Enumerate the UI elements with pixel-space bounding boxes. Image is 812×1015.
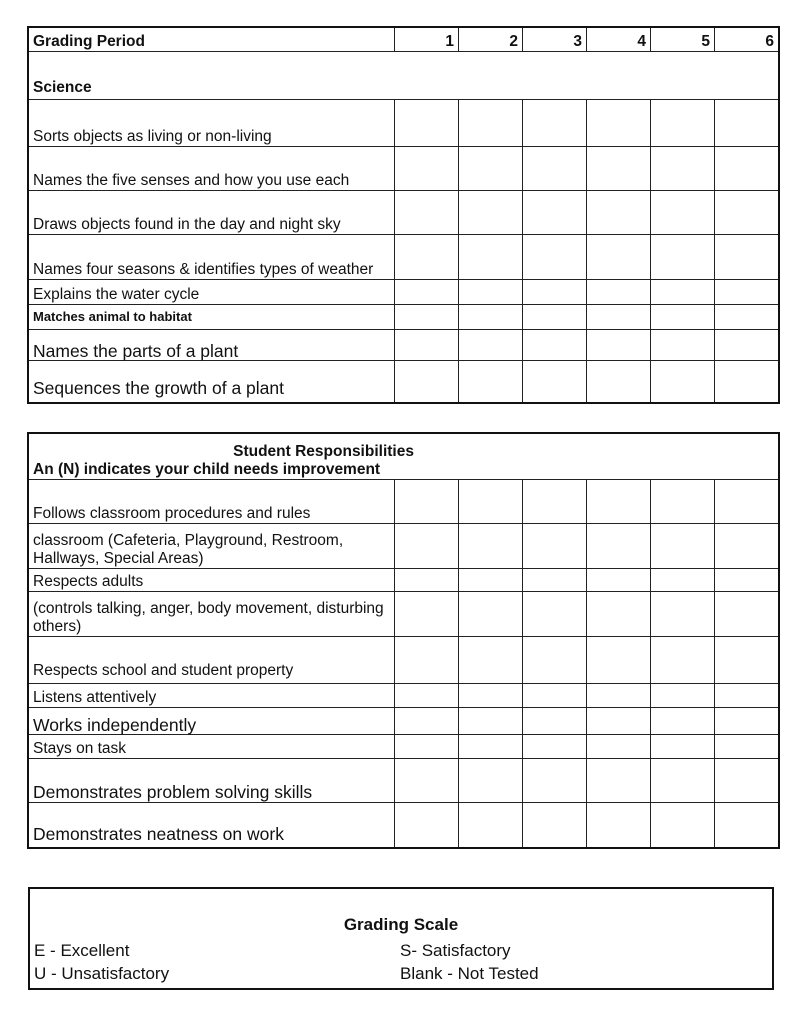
grade-cell [395, 280, 459, 305]
grade-cell [587, 637, 651, 684]
skill-label: Names the five senses and how you use each [29, 147, 395, 191]
grade-cell [715, 361, 779, 403]
grade-cell [651, 684, 715, 708]
grade-cell [459, 637, 523, 684]
grade-cell [715, 191, 779, 235]
grade-cell [395, 235, 459, 280]
grade-cell [587, 235, 651, 280]
grade-cell [395, 592, 459, 637]
grade-cell [587, 759, 651, 803]
grade-cell [523, 708, 587, 735]
grade-cell [459, 147, 523, 191]
grade-cell [587, 569, 651, 592]
grade-cell [715, 305, 779, 330]
table-row [29, 524, 779, 569]
responsibility-label: Demonstrates neatness on work [29, 803, 395, 848]
grade-cell [587, 361, 651, 403]
grade-cell [715, 280, 779, 305]
table-row [29, 735, 779, 759]
grade-cell [651, 803, 715, 848]
grade-cell [459, 708, 523, 735]
grade-cell [651, 637, 715, 684]
grade-cell [651, 759, 715, 803]
grade-cell [715, 592, 779, 637]
responsibility-label: (controls talking, anger, body movement, disturbing others) [29, 592, 395, 637]
responsibility-label: Listens attentively [29, 684, 395, 708]
table-row [29, 235, 779, 280]
grade-cell [395, 147, 459, 191]
grade-cell [523, 330, 587, 361]
grade-cell [715, 735, 779, 759]
grade-cell [395, 524, 459, 569]
grade-cell [651, 100, 715, 147]
grade-cell [523, 280, 587, 305]
grade-cell [587, 708, 651, 735]
grade-cell [651, 480, 715, 524]
period-6-header: 6 [715, 28, 779, 52]
responsibility-label: Follows classroom procedures and rules [29, 480, 395, 524]
grade-cell [459, 524, 523, 569]
responsibility-label: Demonstrates problem solving skills [29, 759, 395, 803]
responsibilities-title-row [29, 434, 779, 480]
grade-cell [651, 330, 715, 361]
grade-cell [523, 735, 587, 759]
period-4-header: 4 [587, 28, 651, 52]
grade-cell [587, 330, 651, 361]
skill-label: Names four seasons & identifies types of weather [29, 235, 395, 280]
grade-cell [651, 592, 715, 637]
grading-period-header-row [29, 28, 779, 52]
period-2-header: 2 [459, 28, 523, 52]
grade-cell [715, 708, 779, 735]
grade-cell [715, 759, 779, 803]
table-row [29, 684, 779, 708]
science-section-title: Science [29, 52, 779, 100]
skill-label: Sorts objects as living or non-living [29, 100, 395, 147]
grade-cell [523, 361, 587, 403]
table-row [29, 803, 779, 848]
science-title-row [29, 52, 779, 100]
skill-label: Names the parts of a plant [29, 330, 395, 361]
grade-cell [459, 361, 523, 403]
grade-cell [459, 280, 523, 305]
scale-unsatisfactory: U - Unsatisfactory [34, 964, 170, 983]
scale-not-tested: Blank - Not Tested [400, 964, 539, 983]
grade-cell [715, 803, 779, 848]
grade-cell [523, 235, 587, 280]
grade-cell [651, 191, 715, 235]
grade-cell [651, 147, 715, 191]
period-1-header: 1 [395, 28, 459, 52]
skill-label: Matches animal to habitat [29, 305, 395, 330]
grade-cell [651, 735, 715, 759]
responsibility-label: Respects adults [29, 569, 395, 592]
grade-cell [459, 191, 523, 235]
table-row [29, 592, 779, 637]
grade-cell [651, 280, 715, 305]
responsibilities-subtitle: An (N) indicates your child needs improvement [33, 461, 381, 478]
grade-cell [587, 305, 651, 330]
grade-cell [587, 280, 651, 305]
grade-cell [587, 803, 651, 848]
grade-cell [651, 708, 715, 735]
table-row [29, 361, 779, 403]
grade-cell [587, 147, 651, 191]
grade-cell [459, 735, 523, 759]
grade-cell [395, 708, 459, 735]
grade-cell [523, 592, 587, 637]
grade-cell [459, 235, 523, 280]
grade-cell [395, 637, 459, 684]
grading-scale-title: Grading Scale [343, 915, 459, 934]
grade-cell [523, 637, 587, 684]
grade-cell [715, 330, 779, 361]
responsibility-label: Works independently [29, 708, 395, 735]
grade-cell [523, 305, 587, 330]
grade-cell [587, 480, 651, 524]
grade-cell [715, 569, 779, 592]
grade-cell [587, 100, 651, 147]
science-table [28, 27, 779, 403]
grade-cell [715, 637, 779, 684]
grade-cell [395, 480, 459, 524]
grade-cell [459, 305, 523, 330]
grade-cell [651, 305, 715, 330]
grade-cell [395, 361, 459, 403]
grade-cell [587, 191, 651, 235]
grade-cell [523, 524, 587, 569]
grade-cell [395, 100, 459, 147]
table-row [29, 759, 779, 803]
grade-cell [395, 735, 459, 759]
grade-cell [395, 191, 459, 235]
table-row [29, 569, 779, 592]
grading-scale-box [28, 887, 774, 990]
grade-cell [587, 735, 651, 759]
grade-cell [715, 684, 779, 708]
responsibilities-title: Student Responsibilities [233, 443, 414, 460]
grade-cell [651, 569, 715, 592]
grade-cell [395, 759, 459, 803]
grade-cell [395, 330, 459, 361]
grade-cell [715, 235, 779, 280]
grade-cell [587, 684, 651, 708]
period-3-header: 3 [523, 28, 587, 52]
grade-cell [459, 569, 523, 592]
grade-cell [459, 803, 523, 848]
grade-cell [395, 305, 459, 330]
grade-cell [459, 684, 523, 708]
table-row [29, 280, 779, 305]
scale-excellent: E - Excellent [34, 941, 130, 960]
grade-cell [523, 147, 587, 191]
grade-cell [459, 480, 523, 524]
grade-cell [587, 524, 651, 569]
grade-cell [395, 569, 459, 592]
skill-label: Draws objects found in the day and night sky [29, 191, 395, 235]
table-row [29, 637, 779, 684]
responsibilities-table [28, 433, 779, 848]
table-row [29, 305, 779, 330]
table-row [29, 191, 779, 235]
responsibility-label: Respects school and student property [29, 637, 395, 684]
table-row [29, 100, 779, 147]
grade-cell [715, 100, 779, 147]
grade-cell [651, 361, 715, 403]
grade-cell [459, 330, 523, 361]
grade-cell [651, 235, 715, 280]
grade-cell [587, 592, 651, 637]
grade-cell [395, 803, 459, 848]
grading-period-label: Grading Period [29, 28, 395, 52]
period-5-header: 5 [651, 28, 715, 52]
grade-cell [523, 100, 587, 147]
table-row [29, 708, 779, 735]
responsibility-label: Stays on task [29, 735, 395, 759]
grade-cell [523, 684, 587, 708]
table-row [29, 480, 779, 524]
scale-satisfactory: S- Satisfactory [400, 941, 511, 960]
responsibility-label: classroom (Cafeteria, Playground, Restroom, Hallways, Special Areas) [29, 524, 395, 569]
skill-label: Explains the water cycle [29, 280, 395, 305]
grade-cell [459, 592, 523, 637]
skill-label: Sequences the growth of a plant [29, 361, 395, 403]
grade-cell [523, 480, 587, 524]
grade-cell [459, 100, 523, 147]
grade-cell [523, 803, 587, 848]
grade-cell [523, 569, 587, 592]
table-row [29, 330, 779, 361]
grade-cell [459, 759, 523, 803]
grade-cell [715, 480, 779, 524]
grade-cell [651, 524, 715, 569]
grade-cell [715, 524, 779, 569]
grade-cell [395, 684, 459, 708]
grade-cell [523, 759, 587, 803]
grade-cell [523, 191, 587, 235]
table-row [29, 147, 779, 191]
grade-cell [715, 147, 779, 191]
